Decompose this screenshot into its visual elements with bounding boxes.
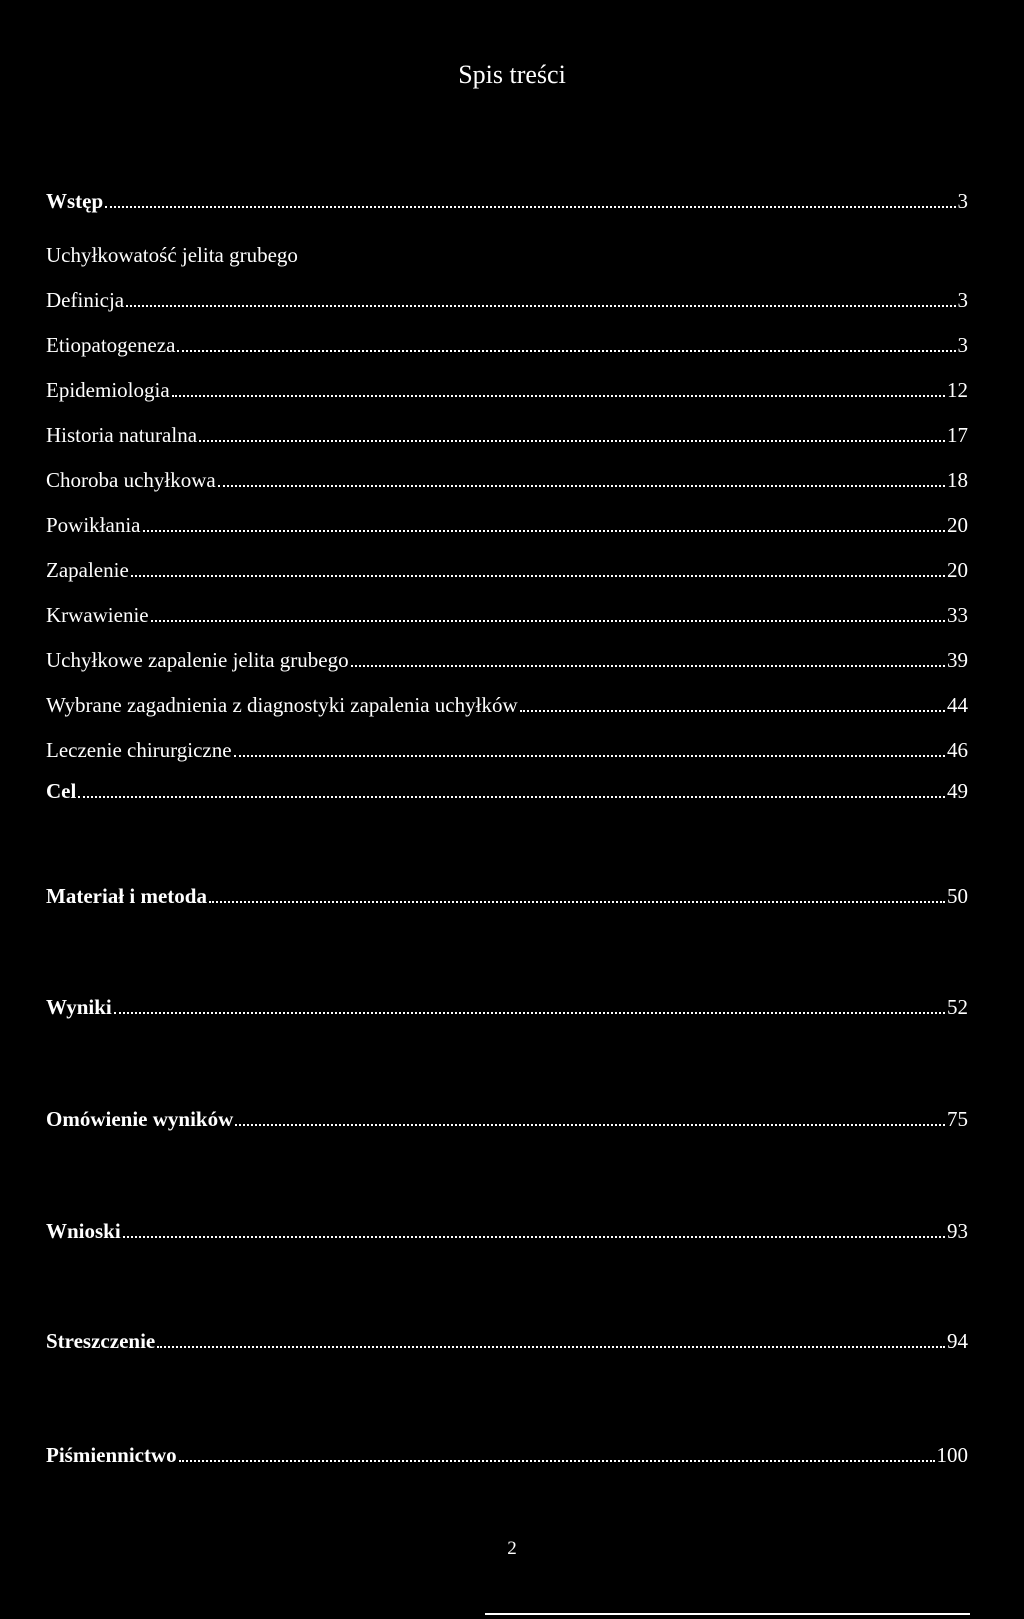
toc-entry-zapalenie	[46, 551, 968, 583]
toc-entry-label: Zapalenie	[46, 558, 129, 582]
toc-entry-page: 3	[957, 333, 968, 357]
toc-entry-wyniki	[46, 988, 968, 1020]
toc-entry-cel	[46, 772, 968, 804]
toc-entry-historia-naturalna	[46, 416, 968, 448]
dot-leader	[172, 395, 945, 397]
toc-section-heading	[46, 236, 968, 268]
dot-leader	[218, 485, 945, 487]
toc-entry-page: 75	[947, 1107, 968, 1131]
dot-leader	[126, 305, 955, 307]
toc-entry-label: Wnioski	[46, 1219, 121, 1243]
toc-entry-wnioski	[46, 1212, 968, 1244]
dot-leader	[234, 755, 945, 757]
dot-leader	[199, 440, 945, 442]
dot-leader	[78, 796, 945, 798]
dot-leader	[520, 710, 945, 712]
toc-entry-definicja	[46, 281, 968, 313]
dot-leader	[105, 206, 955, 208]
toc-entry-omowienie-wynikow	[46, 1100, 968, 1132]
toc-entry-label: Wstęp	[46, 189, 104, 213]
dot-leader	[131, 575, 945, 577]
toc-entry-page: 12	[947, 378, 968, 402]
toc-entry-page: 93	[947, 1219, 968, 1243]
dot-leader	[179, 1460, 935, 1462]
toc-entry-page: 20	[947, 558, 968, 582]
toc-entry-streszczenie	[46, 1322, 968, 1354]
dot-leader	[209, 901, 945, 903]
dot-leader	[143, 530, 946, 532]
toc-entry-page: 3	[957, 189, 968, 213]
toc-entry-page: 94	[947, 1329, 968, 1353]
toc-entry-label: Etiopatogeneza	[46, 333, 176, 357]
toc-entry-page: 50	[947, 884, 968, 908]
toc-entry-label: Powikłania	[46, 513, 141, 537]
footer-rule	[485, 1613, 970, 1615]
toc-entry-page: 3	[957, 288, 968, 312]
toc-entry-label: Materiał i metoda	[46, 884, 207, 908]
toc-entry-page: 20	[947, 513, 968, 537]
toc-entry-choroba-uchylkowa	[46, 461, 968, 493]
dot-leader	[123, 1236, 945, 1238]
toc-entry-page: 18	[947, 468, 968, 492]
dot-leader	[151, 620, 945, 622]
toc-entry-leczenie-chirurgiczne	[46, 731, 968, 763]
toc-entry-page: 39	[947, 648, 968, 672]
toc-entry-label: Wybrane zagadnienia z diagnostyki zapalenia uchyłków	[46, 693, 518, 717]
toc-entry-label: Streszczenie	[46, 1329, 156, 1353]
dot-leader	[114, 1012, 945, 1014]
toc-entry-label: Omówienie wyników	[46, 1107, 234, 1131]
page-number: 2	[507, 1538, 517, 1559]
toc-entry-page: 17	[947, 423, 968, 447]
toc-entry-etiopatogeneza	[46, 326, 968, 358]
toc-entry-page: 44	[947, 693, 968, 717]
toc-entry-page: 52	[947, 995, 968, 1019]
toc-entry-krwawienie	[46, 596, 968, 628]
toc-entry-label: Uchyłkowatość jelita grubego	[46, 243, 298, 267]
toc-entry-label: Uchyłkowe zapalenie jelita grubego	[46, 648, 349, 672]
toc-entry-uchylkowe-zapalenie	[46, 641, 968, 673]
toc-entry-label: Epidemiologia	[46, 378, 170, 402]
toc-entry-page: 46	[947, 738, 968, 762]
toc-entry-diagnostyka	[46, 686, 968, 718]
toc-entry-label: Krwawienie	[46, 603, 149, 627]
toc-entry-epidemiologia	[46, 371, 968, 403]
toc-entry-label: Leczenie chirurgiczne	[46, 738, 232, 762]
dot-leader	[177, 350, 955, 352]
toc-entry-label: Historia naturalna	[46, 423, 198, 447]
toc-entry-material-i-metoda	[46, 877, 968, 909]
dot-leader	[351, 665, 945, 667]
toc-entry-label: Wyniki	[46, 995, 112, 1019]
dot-leader	[235, 1124, 945, 1126]
page-title: Spis treści	[458, 60, 566, 89]
toc-entry-page: 33	[947, 603, 968, 627]
toc-entry-label: Cel	[46, 779, 77, 803]
toc-entry-page: 100	[936, 1443, 968, 1467]
toc-entry-label: Definicja	[46, 288, 125, 312]
dot-leader	[157, 1346, 945, 1348]
toc-entry-page: 49	[947, 779, 968, 803]
toc-entry-powiklania	[46, 506, 968, 538]
toc-entry-label: Piśmiennictwo	[46, 1443, 177, 1467]
toc-entry-wstep	[46, 182, 968, 214]
toc-entry-pismiennictwo	[46, 1436, 968, 1468]
toc-entry-label: Choroba uchyłkowa	[46, 468, 216, 492]
